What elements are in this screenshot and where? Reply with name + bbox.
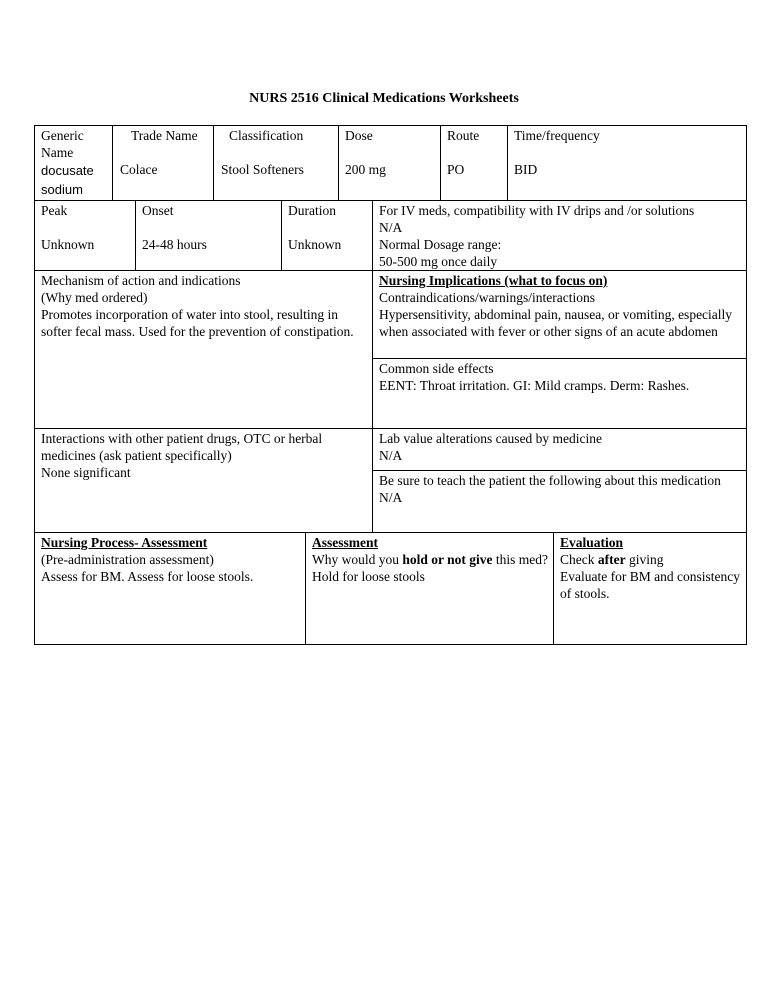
mechanism-label: Mechanism of action and indications — [41, 273, 241, 288]
onset-cell — [135, 200, 283, 272]
dosage-range-value: 50-500 mg once daily — [379, 254, 498, 269]
side-effects-text: EENT: Throat irritation. GI: Mild cramps. Derm: Rashes. — [379, 378, 690, 393]
assessment-heading: Assessment — [312, 535, 378, 550]
iv-compatibility-label: For IV meds, compatibility with IV drips and /or solutions — [379, 203, 695, 218]
peak-value: Unknown — [41, 237, 95, 252]
peak-label: Peak — [41, 203, 68, 218]
interactions-cell — [34, 428, 374, 534]
time-frequency-cell — [507, 125, 747, 201]
duration-value: Unknown — [288, 237, 342, 252]
interactions-label: Interactions with other patient drugs, OTC or herbal medicines (ask patient specifically) — [41, 431, 323, 463]
nursing-process-text: Assess for BM. Assess for loose stools. — [41, 569, 254, 584]
teach-label: Be sure to teach the patient the following about this medication — [379, 473, 721, 488]
evaluation-cell — [553, 532, 747, 645]
teach-text: N/A — [379, 490, 403, 505]
nursing-process-cell — [34, 532, 307, 645]
route-cell — [440, 125, 509, 201]
dose-label: Dose — [345, 128, 373, 143]
iv-compatibility-value: N/A — [379, 220, 403, 235]
peak-cell — [34, 200, 137, 272]
evaluation-check: Check after giving — [560, 552, 664, 567]
mechanism-cell — [34, 270, 374, 430]
trade-name-value: Colace — [120, 162, 158, 177]
teach-cell — [372, 470, 747, 534]
classification-label: Classification — [229, 128, 304, 143]
route-value: PO — [447, 162, 465, 177]
page-title: NURS 2516 Clinical Medications Worksheets — [249, 91, 519, 106]
dosage-range-label: Normal Dosage range: — [379, 237, 502, 252]
dose-value: 200 mg — [345, 162, 386, 177]
nursing-process-sub: (Pre-administration assessment) — [41, 552, 214, 567]
contraindications-text: Hypersensitivity, abdominal pain, nausea, or vomiting, especially when associated with fever or other signs of an acute abdomen — [379, 307, 733, 339]
generic-name-value: docusate sodium — [41, 163, 94, 197]
generic-name-label: Generic Name — [41, 128, 84, 160]
duration-label: Duration — [288, 203, 336, 218]
trade-name-label: Trade Name — [131, 128, 198, 143]
nursing-implications-cell — [372, 270, 747, 360]
mechanism-text: Promotes incorporation of water into stool, resulting in softer fecal mass. Used for the prevention of constipation. — [41, 307, 354, 339]
evaluation-heading: Evaluation — [560, 535, 624, 550]
side-effects-label: Common side effects — [379, 361, 494, 376]
nursing-implications-heading: Nursing Implications (what to focus on) — [379, 273, 608, 288]
interactions-text: None significant — [41, 465, 131, 480]
nursing-process-heading: Nursing Process- Assessment — [41, 535, 208, 550]
classification-value: Stool Softeners — [221, 162, 304, 177]
mechanism-sub: (Why med ordered) — [41, 290, 148, 305]
assessment-text: Hold for loose stools — [312, 569, 425, 584]
side-effects-cell — [372, 358, 747, 430]
lab-values-cell — [372, 428, 747, 472]
iv-compatibility-cell — [372, 200, 747, 272]
onset-value: 24-48 hours — [142, 237, 207, 252]
assessment-question: Why would you hold or not give this med? — [312, 552, 549, 567]
dose-cell — [338, 125, 442, 201]
evaluation-text: Evaluate for BM and consistency of stools. — [560, 569, 740, 601]
generic-name-cell — [34, 125, 114, 201]
onset-label: Onset — [142, 203, 174, 218]
duration-cell — [281, 200, 374, 272]
lab-values-label: Lab value alterations caused by medicine — [379, 431, 603, 446]
time-frequency-label: Time/frequency — [514, 128, 600, 143]
time-frequency-value: BID — [514, 162, 538, 177]
contraindications-label: Contraindications/warnings/interactions — [379, 290, 595, 305]
route-label: Route — [447, 128, 480, 143]
assessment-cell — [305, 532, 555, 645]
lab-values-text: N/A — [379, 448, 403, 463]
